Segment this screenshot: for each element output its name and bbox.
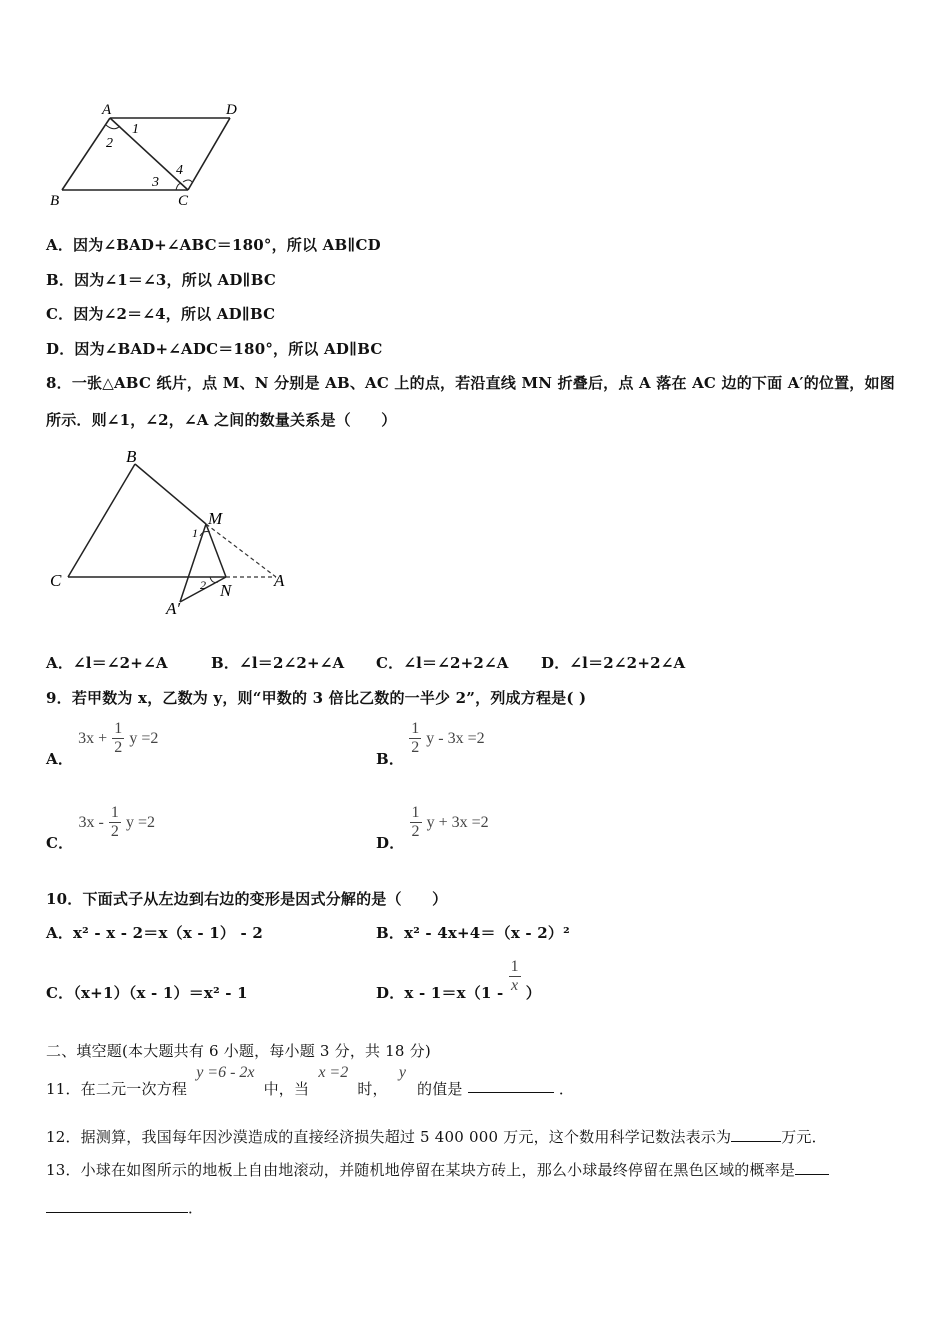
q8-stem-line2: 所示．则∠1，∠2，∠A 之间的数量关系是（ ） bbox=[46, 411, 397, 429]
q8-stem-line1: 8．一张△ABC 纸片，点 M、N 分别是 AB、AC 上的点，若沿直线 MN 折叠后，点 A 落在 AC 边的下面 A′的位置，如图 bbox=[46, 374, 895, 392]
q10-option-d bbox=[376, 958, 541, 1003]
q12 bbox=[46, 1126, 827, 1147]
q9-c-fraction: $\frac{1}{2}$ bbox=[110, 804, 119, 840]
label-2: 2 bbox=[200, 578, 206, 592]
q9-d-fraction: $\frac{1}{2}$ bbox=[411, 804, 420, 840]
q13-answer-blank-1[interactable] bbox=[795, 1160, 829, 1175]
q8-option-b: B．∠l＝2∠2+∠A bbox=[211, 654, 345, 672]
q9-a-label: A． bbox=[46, 750, 74, 768]
diagonal-ac bbox=[110, 118, 188, 190]
q9-a-fraction: $\frac{1}{2}$ bbox=[114, 720, 123, 756]
edge-ab bbox=[62, 118, 110, 190]
q13 bbox=[46, 1159, 829, 1180]
q13-end: ． bbox=[188, 1199, 204, 1217]
angle-arc-c2 bbox=[183, 180, 192, 182]
q9-a-post: y =2 bbox=[129, 730, 159, 747]
label-a-prime: A′ bbox=[166, 599, 181, 618]
q11-answer-blank[interactable] bbox=[468, 1064, 554, 1093]
q12-text: 12．据测算，我国每年因沙漠造成的直接经济损失超过 5 400 000 万元，这个数用科学记数法表示为 bbox=[46, 1128, 732, 1146]
label-b: B bbox=[126, 447, 137, 466]
q12-end: 万元． bbox=[781, 1128, 827, 1146]
q11-mid: 中，当 bbox=[263, 1080, 310, 1098]
label-2: 2 bbox=[106, 136, 113, 151]
label-b: B bbox=[50, 193, 60, 209]
label-3: 3 bbox=[152, 175, 159, 190]
label-d: D bbox=[226, 102, 237, 118]
q11-equation: y =6 - 2x bbox=[196, 1064, 255, 1081]
q9-b-post: y - 3x =2 bbox=[426, 730, 485, 747]
q11-pre: 11．在二元一次方程 bbox=[46, 1080, 188, 1098]
q9-b-label: B． bbox=[376, 750, 405, 768]
parallelogram-figure bbox=[40, 98, 260, 210]
q7-option-a: A．因为∠BAD+∠ABC＝180°，所以 AB∥CD bbox=[46, 236, 381, 254]
label-1: 1 bbox=[192, 526, 198, 540]
q13-answer-blank-2[interactable] bbox=[46, 1196, 188, 1213]
q10-d-fraction: $\frac{1}{x}$ bbox=[510, 958, 519, 994]
q7-option-d: D．因为∠BAD+∠ADC＝180°，所以 AD∥BC bbox=[46, 340, 383, 358]
q10-stem: 10．下面式子从左边到右边的变形是因式分解的是（ ） bbox=[46, 890, 448, 908]
section-2-heading: 二、填空题(本大题共有 6 小题，每小题 3 分，共 18 分) bbox=[46, 1042, 431, 1060]
q9-option-c bbox=[46, 804, 155, 853]
edge-bm bbox=[135, 464, 206, 524]
q9-a-pre: 3x + bbox=[78, 730, 108, 747]
q11-end: ． bbox=[558, 1080, 575, 1098]
folded-triangle-figure bbox=[40, 444, 300, 624]
q7-option-c: C．因为∠2＝∠4，所以 AD∥BC bbox=[46, 305, 276, 323]
edge-cb bbox=[68, 464, 135, 577]
q10-option-b: B．x² - 4x+4＝（x - 2）² bbox=[376, 924, 570, 942]
q11-condition: x =2 bbox=[318, 1064, 349, 1081]
q9-option-a bbox=[46, 720, 158, 769]
q13-text: 13．小球在如图所示的地板上自由地滚动，并随机地停留在某块方砖上，那么小球最终停留在黑色区域的概率是 bbox=[46, 1161, 796, 1179]
label-m: M bbox=[208, 509, 223, 528]
edge-dc bbox=[188, 118, 230, 190]
q9-d-label: D． bbox=[376, 834, 405, 852]
label-1: 1 bbox=[132, 122, 139, 137]
q8-option-c: C．∠l＝∠2+2∠A bbox=[376, 654, 509, 672]
q10-d-post: ） bbox=[525, 984, 541, 1002]
label-c: C bbox=[178, 193, 189, 209]
q11 bbox=[46, 1064, 574, 1099]
q11-post: 的值是 bbox=[417, 1080, 463, 1098]
label-a: A bbox=[274, 571, 285, 590]
q10-d-pre: D．x - 1＝x（1 - bbox=[376, 984, 504, 1002]
q9-c-post: y =2 bbox=[125, 814, 155, 831]
label-4: 4 bbox=[176, 163, 183, 178]
q13-line2 bbox=[46, 1196, 203, 1218]
q9-d-post: y + 3x =2 bbox=[426, 814, 489, 831]
q10-option-c: C．（x+1）（x - 1）＝x² - 1 bbox=[46, 984, 248, 1002]
label-a: A bbox=[102, 102, 112, 118]
q9-stem: 9．若甲数为 x，乙数为 y，则“甲数的 3 倍比乙数的一半少 2”，列成方程是( ) bbox=[46, 689, 587, 707]
q10-option-a: A．x² - x - 2＝x（x - 1） - 2 bbox=[46, 924, 263, 942]
label-n: N bbox=[220, 581, 232, 600]
q11-variable: y bbox=[398, 1064, 406, 1081]
q11-mid2: 时， bbox=[357, 1080, 388, 1098]
q8-option-a: A．∠l＝∠2+∠A bbox=[46, 654, 168, 672]
q9-c-pre: 3x - bbox=[78, 814, 104, 831]
q9-b-fraction: $\frac{1}{2}$ bbox=[411, 720, 420, 756]
q7-option-b: B．因为∠1＝∠3，所以 AD∥BC bbox=[46, 271, 276, 289]
q8-option-d: D．∠l＝2∠2+2∠A bbox=[541, 654, 686, 672]
label-c: C bbox=[50, 571, 62, 590]
q9-option-d bbox=[376, 804, 489, 853]
q12-answer-blank[interactable] bbox=[731, 1127, 781, 1142]
q9-option-b bbox=[376, 720, 485, 769]
q9-c-label: C． bbox=[46, 834, 74, 852]
